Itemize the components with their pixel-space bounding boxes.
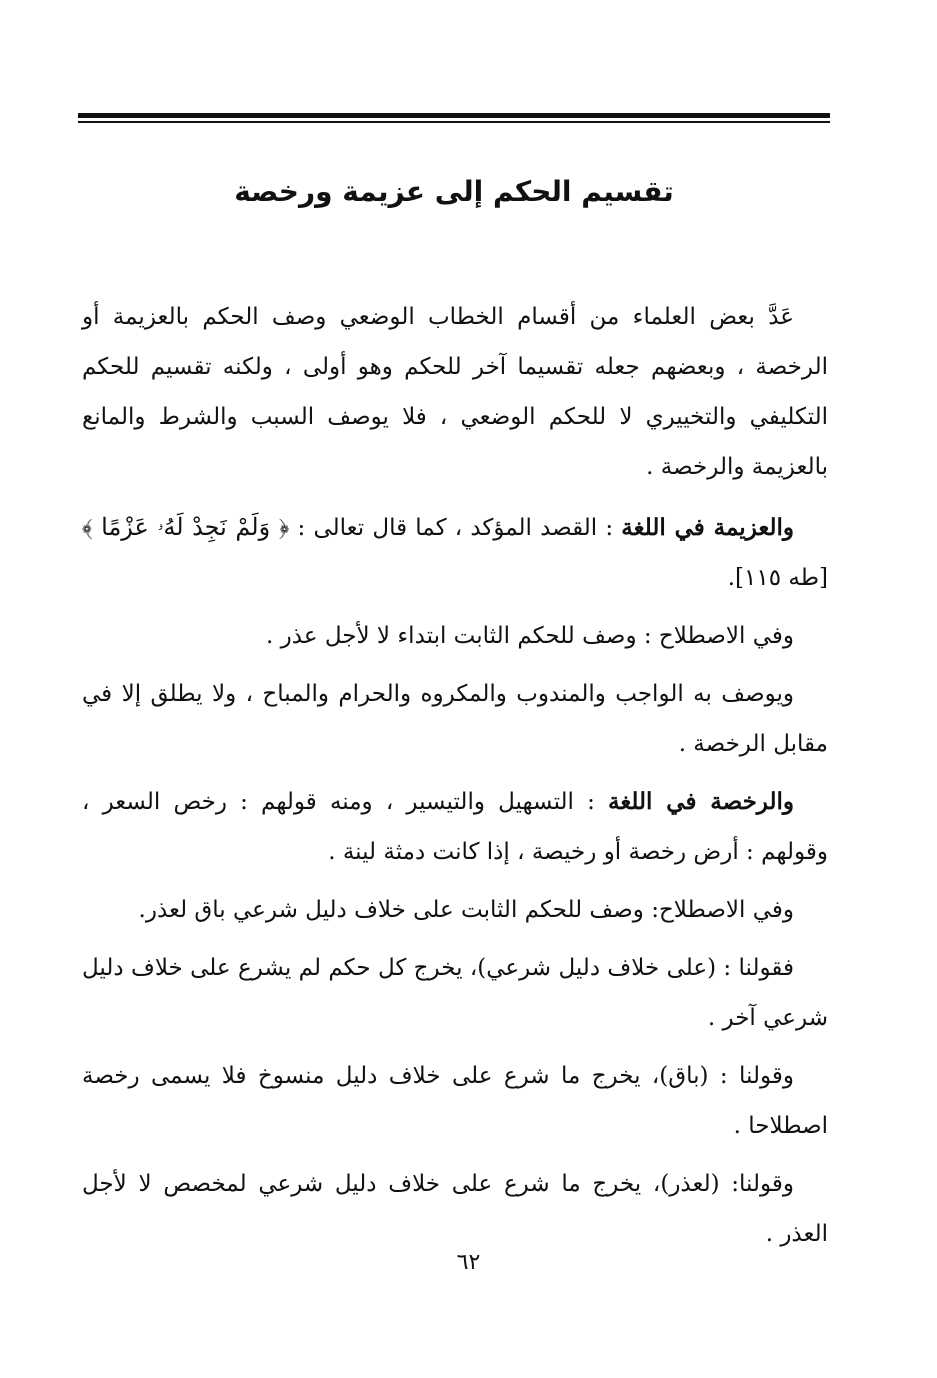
paragraph-rukhsa-linguistic [82,777,828,877]
term-rukhsa-linguistic: والرخصة في اللغة [607,788,794,815]
page-title: تقسيم الحكم إلى عزيمة ورخصة [234,175,674,208]
page-number: ٦٢ [456,1250,481,1275]
paragraph-clause-shari: فقولنا : (على خلاف دليل شرعي)، يخرج كل حكم لم يشرع على خلاف دليل شرعي آخر . [82,955,828,1031]
azima-linguistic-text: : القصد المؤكد ، كما قال تعالى : [289,515,622,541]
quran-reference: [طه ١١٥]. [727,565,828,591]
paragraph-azima-technical: وفي الاصطلاح : وصف للحكم الثابت ابتداء لا لأجل عذر . [266,623,794,649]
paragraph-azima-linguistic [82,502,828,603]
rukhsa-linguistic-text: : التسهيل والتيسير ، ومنه قولهم : رخص السعر ، وقولهم : أرض رخصة أو رخيصة ، إذا كانت دمثة لينة . [82,789,828,865]
paragraph-rukhsa-technical: وفي الاصطلاح: وصف للحكم الثابت على خلاف دليل شرعي باق لعذر. [138,897,794,923]
paragraph-clause-baq: وقولنا : (باق)، يخرج ما شرع على خلاف دليل منسوخ فلا يسمى رخصة اصطلاحا . [82,1063,828,1139]
paragraph-azima-usage: ويوصف به الواجب والمندوب والمكروه والحرام والمباح ، ولا يطلق إلا في مقابل الرخصة . [82,681,828,757]
header-rule-thin [78,121,830,123]
quran-verse: ﴿ وَلَمْ نَجِدْ لَهُۥ عَزْمًا ﴾ [82,513,290,541]
body-text [82,292,828,1267]
paragraph-intro: عَدَّ بعض العلماء من أقسام الخطاب الوضعي وصف الحكم بالعزيمة أو الرخصة ، وبعضهم جعله تقسيما آخر للحكم وهو أولى ، ولكنه تقسيم للحكم التكليفي والتخييري لا للحكم الوضعي ، فلا يوصف السبب والشرط والمانع بالعزيمة والرخصة . [82,304,828,480]
header-rule-thick [78,113,830,118]
paragraph-clause-udhr: وقولنا: (لعذر)، يخرج ما شرع على خلاف دليل شرعي لمخصص لا لأجل العذر . [82,1171,828,1247]
term-azima-linguistic: والعزيمة في اللغة [621,514,794,541]
